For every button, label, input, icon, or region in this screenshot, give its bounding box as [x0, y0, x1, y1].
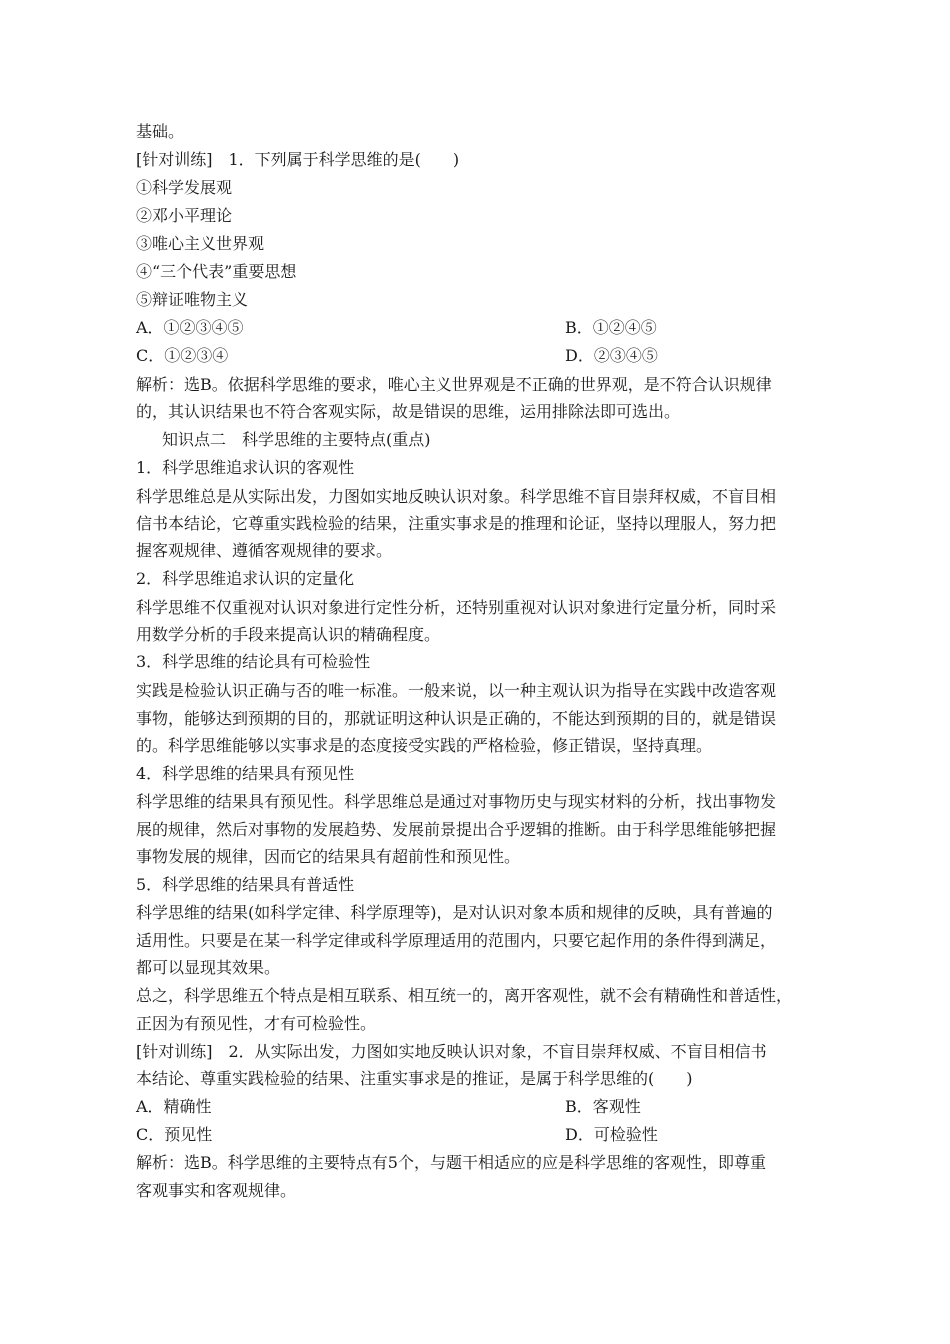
paragraph-line: 实践是检验认识正确与否的唯一标准。一般来说，以一种主观认识为指导在实践中改造客观	[136, 681, 777, 700]
paragraph-line: 都可以显现其效果。	[136, 958, 281, 977]
paragraph-line: 信书本结论，它尊重实践检验的结果，注重实事求是的推理和论证，坚持以理服人，努力把	[136, 514, 777, 533]
q1-analysis: 的，其认识结果也不符合客观实际，故是错误的思维，运用排除法即可选出。	[136, 402, 681, 421]
paragraph-line: 科学思维不仅重视对认识对象进行定性分析，还特别重视对认识对象进行定量分析，同时采	[136, 598, 777, 617]
q1-item-2: ②邓小平理论	[136, 206, 233, 225]
q1-option-d: D．②③④⑤	[565, 346, 658, 365]
q1-item-5: ⑤辩证唯物主义	[136, 290, 249, 309]
paragraph-line: 事物，能够达到预期的目的，那就证明这种认识是正确的，不能达到预期的目的，就是错误	[136, 709, 777, 728]
point-heading: 2．科学思维追求认识的定量化	[136, 569, 355, 588]
paragraph-line: 适用性。只要是在某一科学定律或科学原理适用的范围内，只要它起作用的条件得到满足，	[136, 931, 777, 950]
summary-line: 总之，科学思维五个特点是相互联系、相互统一的，离开客观性，就不会有精确性和普适性，	[136, 986, 793, 1005]
point-heading: 4．科学思维的结果具有预见性	[136, 764, 355, 783]
point-heading: 3．科学思维的结论具有可检验性	[136, 652, 371, 671]
q1-option-b: B．①②④⑤	[565, 318, 657, 337]
paragraph-line: 的。科学思维能够以实事求是的态度接受实践的严格检验，修正错误，坚持真理。	[136, 736, 713, 755]
point-heading: 1．科学思维追求认识的客观性	[136, 458, 355, 477]
q2-option-b: B．客观性	[565, 1097, 641, 1116]
q1-option-c: C．①②③④	[136, 346, 229, 365]
paragraph-line: 科学思维总是从实际出发，力图如实地反映认识对象。科学思维不盲目崇拜权威，不盲目相	[136, 487, 777, 506]
section-heading: 知识点二 科学思维的主要特点(重点)	[162, 430, 431, 449]
q2-analysis: 客观事实和客观规律。	[136, 1181, 297, 1200]
q1-item-3: ③唯心主义世界观	[136, 234, 265, 253]
q2-option-a: A．精确性	[136, 1097, 212, 1116]
text-line: 基础。	[136, 122, 185, 141]
q2-analysis: 解析：选B。科学思维的主要特点有5个，与题干相适应的应是科学思维的客观性，即尊重	[136, 1153, 766, 1172]
q1-item-4: ④“三个代表”重要思想	[136, 262, 297, 281]
q1-option-a: A．①②③④⑤	[136, 318, 244, 337]
q2-option-c: C．预见性	[136, 1125, 213, 1144]
q2-option-d: D．可检验性	[565, 1125, 658, 1144]
paragraph-line: 事物发展的规律，因而它的结果具有超前性和预见性。	[136, 847, 521, 866]
paragraph-line: 展的规律，然后对事物的发展趋势、发展前景提出合乎逻辑的推断。由于科学思维能够把握	[136, 820, 777, 839]
question-1-stem: [针对训练] 1．下列属于科学思维的是( )	[136, 150, 460, 169]
question-2-stem: 本结论、尊重实践检验的结果、注重实事求是的推证，是属于科学思维的( )	[136, 1069, 693, 1088]
q1-item-1: ①科学发展观	[136, 178, 233, 197]
paragraph-line: 用数学分析的手段来提高认识的精确程度。	[136, 625, 441, 644]
paragraph-line: 科学思维的结果(如科学定律、科学原理等)，是对认识对象本质和规律的反映，具有普遍的	[136, 903, 773, 922]
summary-line: 正因为有预见性，才有可检验性。	[136, 1014, 377, 1033]
paragraph-line: 握客观规律、遵循客观规律的要求。	[136, 541, 393, 560]
point-heading: 5．科学思维的结果具有普适性	[136, 875, 355, 894]
paragraph-line: 科学思维的结果具有预见性。科学思维总是通过对事物历史与现实材料的分析，找出事物发	[136, 792, 777, 811]
question-2-stem: [针对训练] 2．从实际出发，力图如实地反映认识对象，不盲目崇拜权威、不盲目相信书	[136, 1042, 767, 1061]
q1-analysis: 解析：选B。依据科学思维的要求，唯心主义世界观是不正确的世界观，是不符合认识规律	[136, 375, 772, 394]
